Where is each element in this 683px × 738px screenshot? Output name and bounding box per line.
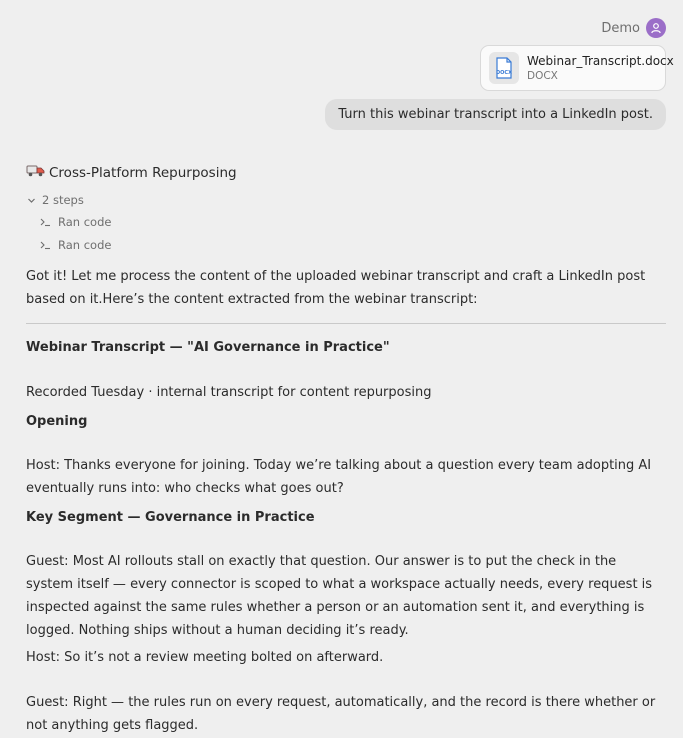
host-quote-2: Host: So it’s not a review meeting bolted on afterward. — [26, 650, 384, 665]
transcript-meta: Recorded Tuesday · internal transcript for content repurposing — [26, 385, 432, 400]
transcript-title: Webinar Transcript — "AI Governance in Practice" — [26, 340, 390, 355]
terminal-icon — [40, 212, 52, 231]
steps-label: 2 steps — [42, 192, 84, 207]
truck-icon — [26, 163, 45, 182]
terminal-icon — [40, 235, 52, 254]
attachment-type: DOCX — [527, 69, 558, 82]
divider — [26, 323, 666, 324]
opening-heading: Opening — [26, 414, 88, 429]
attachment-name: Webinar_Transcript.docx — [527, 53, 674, 68]
segment-heading: Key Segment — Governance in Practice — [26, 510, 315, 525]
step-label: Ran code — [58, 214, 112, 229]
agent-header — [26, 163, 237, 182]
user-message: Turn this webinar transcript into a LinkedIn post. — [325, 99, 666, 130]
user-name: Demo — [601, 20, 640, 36]
attachment-card[interactable] — [480, 45, 674, 91]
user-avatar-icon[interactable] — [646, 18, 666, 38]
step-item[interactable] — [40, 212, 111, 231]
step-label: Ran code — [58, 237, 112, 252]
opening-text: Host: Thanks everyone for joining. Today we’re talking about a question every team adopting AI eventually runs into: who checks what goes out? — [26, 458, 652, 496]
chevron-down-icon — [27, 190, 36, 209]
docx-file-icon — [489, 52, 519, 84]
agent-title: Cross-Platform Repurposing — [49, 164, 237, 181]
guest-quote-1: Guest: Most AI rollouts stall on exactly that question. Our answer is to put the check in the system itself — every connector is scoped to what a workspace actually needs, every request is inspected against the same rules whether a person or an automation sent it, and everything is logged. Nothing ships without a human deciding it’s ready. — [26, 554, 653, 638]
file-icon-label: DOCX — [496, 70, 512, 76]
guest-quote-2: Guest: Right — the rules run on every request, automatically, and the record is there whether or not anything gets flagged. — [26, 695, 656, 733]
steps-toggle[interactable] — [27, 190, 84, 209]
user-header — [601, 18, 666, 38]
agent-intro: Got it! Let me process the content of the uploaded webinar transcript and craft a LinkedIn post based on it.Here’s the content extracted from the webinar transcript: — [26, 269, 646, 307]
step-item[interactable] — [40, 235, 111, 254]
